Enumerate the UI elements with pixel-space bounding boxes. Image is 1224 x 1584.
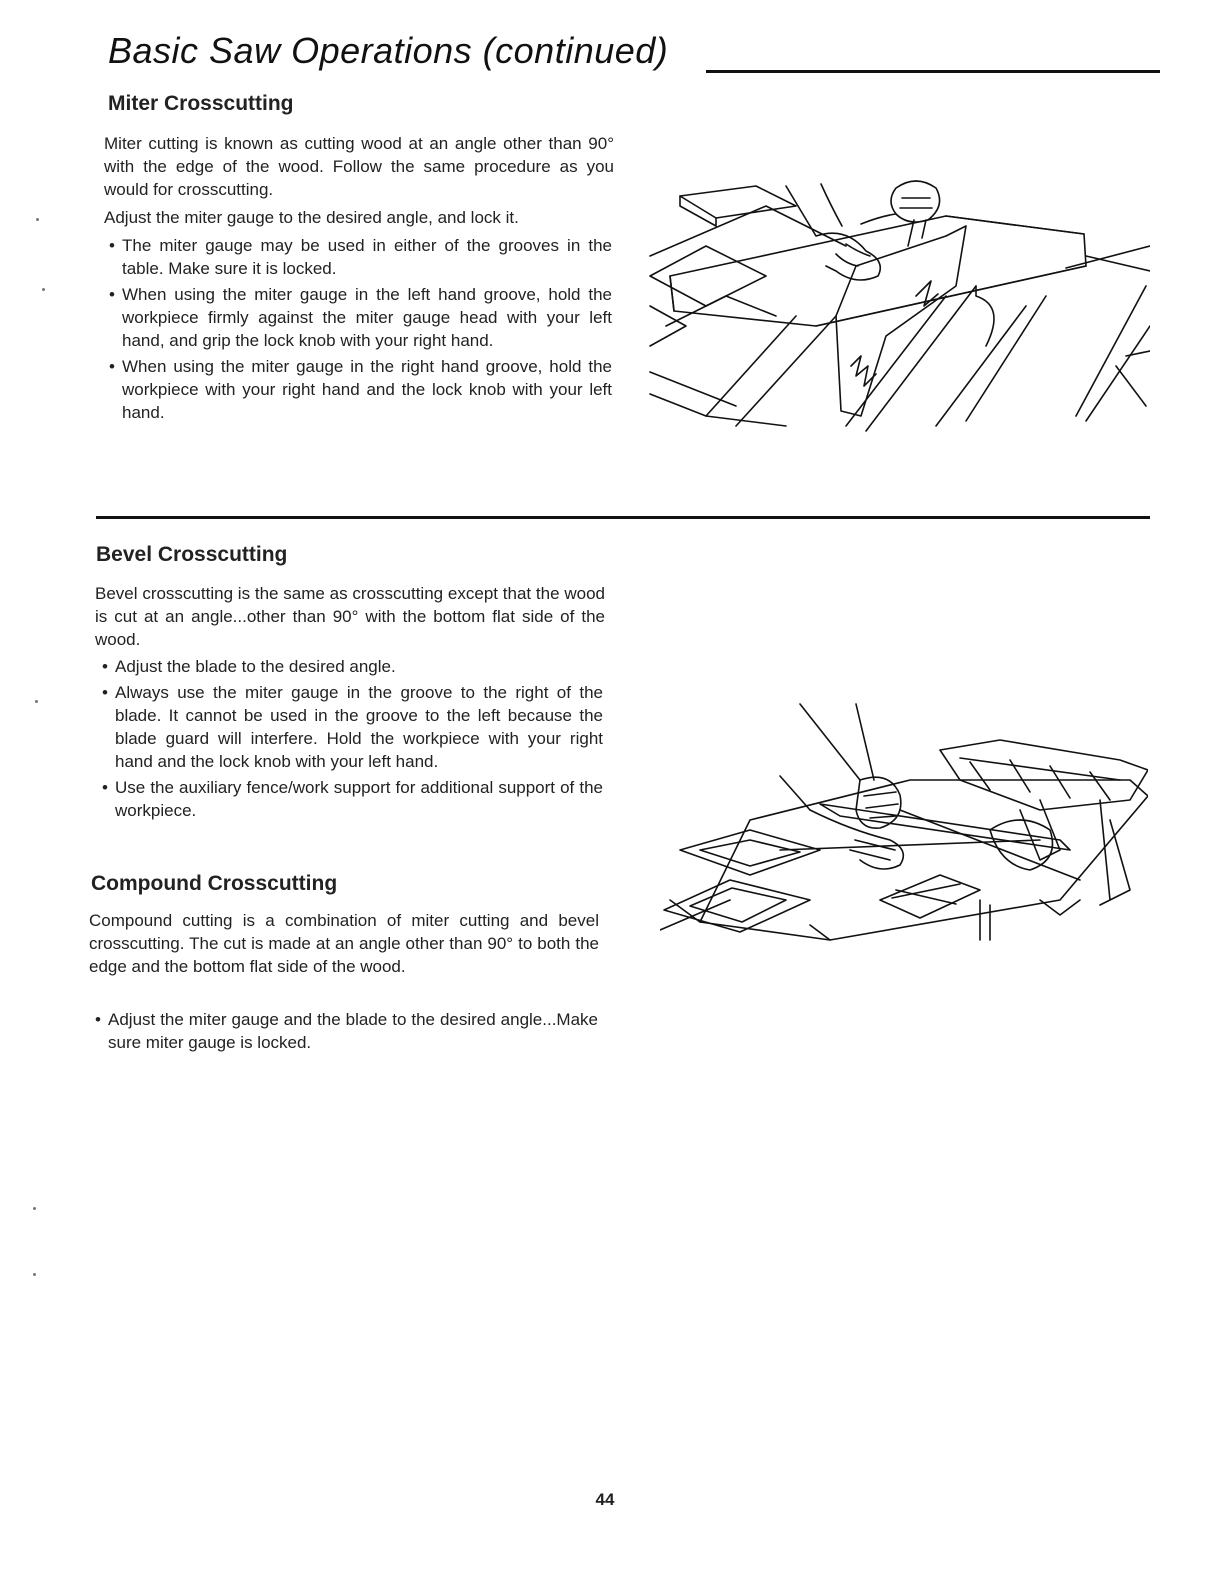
miter-crosscut-illustration — [646, 176, 1150, 438]
bevel-bullet-list — [101, 655, 603, 825]
scan-mark — [35, 700, 38, 703]
compound-bullet-1: • Adjust the miter gauge and the blade to the desired angle...Make sure miter gauge is locked. — [94, 1008, 598, 1054]
miter-bullet-2: • When using the miter gauge in the left hand groove, hold the workpiece firmly against the miter gauge head with your left hand, and grip the lock knob with your right hand. — [108, 283, 612, 352]
bevel-bullet-3: • Use the auxiliary fence/work support for additional support of the workpiece. — [101, 776, 603, 822]
miter-instruction: Adjust the miter gauge to the desired angle, and lock it. — [104, 208, 519, 227]
title-rule — [706, 70, 1160, 73]
bevel-intro: Bevel crosscutting is the same as crosscutting except that the wood is cut at an angle...other than 90° with the bottom flat side of the wood. — [95, 584, 605, 649]
bevel-heading: Bevel Crosscutting — [96, 543, 288, 566]
miter-bullet-3: • When using the miter gauge in the right hand groove, hold the workpiece with your right hand and the lock knob with your left hand. — [108, 355, 612, 424]
compound-heading: Compound Crosscutting — [91, 872, 338, 895]
compound-bullet-list — [94, 1008, 598, 1057]
page-header — [108, 30, 1160, 82]
miter-heading: Miter Crosscutting — [108, 92, 294, 115]
miter-bullet-list — [108, 234, 612, 427]
miter-intro: Miter cutting is known as cutting wood at an angle other than 90° with the edge of the wood. Follow the same procedure as you would for crosscutting. — [104, 134, 614, 199]
scan-mark — [33, 1207, 36, 1210]
scan-mark — [33, 1273, 36, 1276]
page-number: 44 — [595, 1490, 615, 1509]
compound-intro: Compound cutting is a combination of miter cutting and bevel crosscutting. The cut is made at an angle other than 90° to both the edge and the bottom flat side of the wood. — [89, 911, 599, 976]
bevel-crosscut-illustration — [660, 700, 1148, 946]
scan-mark — [36, 218, 39, 221]
section-divider — [96, 516, 1150, 519]
page-title: Basic Saw Operations (continued) — [108, 30, 669, 71]
bevel-bullet-2: • Always use the miter gauge in the groove to the right of the blade. It cannot be used in the groove to the left because the blade guard will interfere. Hold the workpiece with your right hand and the lock knob with your left hand. — [101, 681, 603, 773]
miter-bullet-1: • The miter gauge may be used in either of the grooves in the table. Make sure it is locked. — [108, 234, 612, 280]
scan-mark — [42, 288, 45, 291]
bevel-bullet-1: • Adjust the blade to the desired angle. — [101, 655, 603, 678]
